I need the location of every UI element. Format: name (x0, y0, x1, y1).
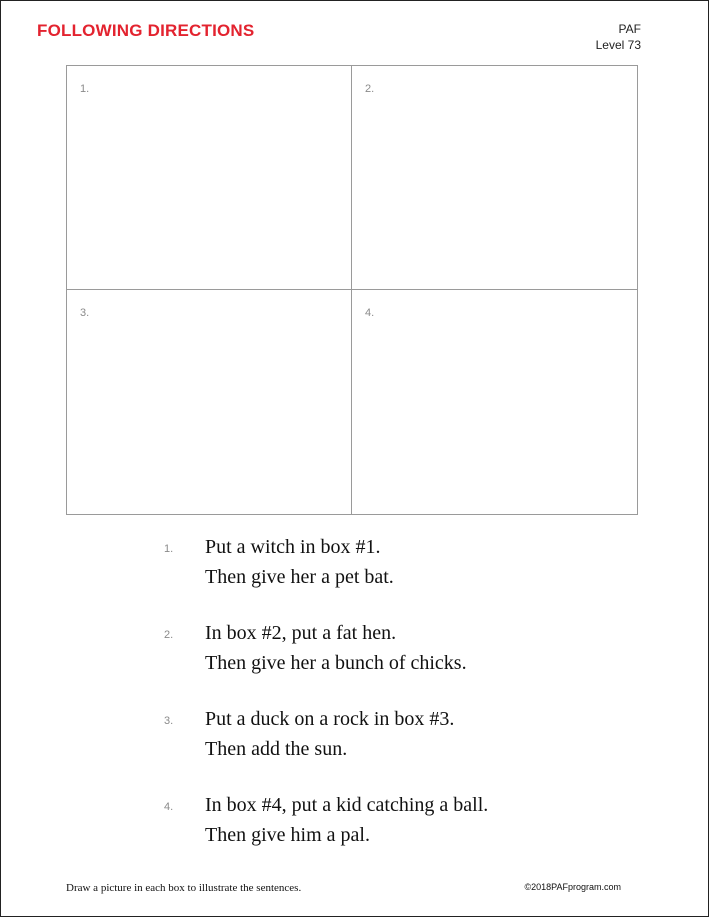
program-name: PAF (618, 22, 641, 36)
direction-line: Then give her a pet bat. (205, 566, 394, 588)
direction-line: Put a duck on a rock in box #3. (205, 708, 455, 730)
direction-line: Then give her a bunch of chicks. (205, 652, 467, 674)
direction-line: In box #4, put a kid catching a ball. (205, 794, 489, 816)
box-number: 2. (365, 83, 375, 95)
drawing-box-1[interactable] (67, 66, 352, 290)
box-number: 1. (80, 83, 90, 95)
direction-number: 2. (164, 629, 174, 641)
direction-number: 3. (164, 715, 174, 727)
footer-copyright: ©2018PAFprogram.com (524, 882, 621, 892)
direction-number: 4. (164, 801, 174, 813)
level-number: Level 73 (595, 38, 641, 52)
direction-line: In box #2, put a fat hen. (205, 622, 397, 644)
direction-line: Then give him a pal. (205, 824, 370, 846)
drawing-box-2[interactable] (352, 66, 637, 290)
drawing-grid (66, 65, 638, 515)
level-label (596, 21, 641, 53)
direction-line: Then add the sun. (205, 738, 348, 760)
direction-number: 1. (164, 543, 174, 555)
worksheet-title: FOLLOWING DIRECTIONS (37, 21, 255, 40)
drawing-box-4[interactable] (352, 290, 637, 514)
drawing-box-3[interactable] (67, 290, 352, 514)
box-number: 4. (365, 307, 375, 319)
footer-instruction: Draw a picture in each box to illustrate the sentences. (66, 882, 302, 894)
box-number: 3. (80, 307, 90, 319)
direction-line: Put a witch in box #1. (205, 536, 381, 558)
